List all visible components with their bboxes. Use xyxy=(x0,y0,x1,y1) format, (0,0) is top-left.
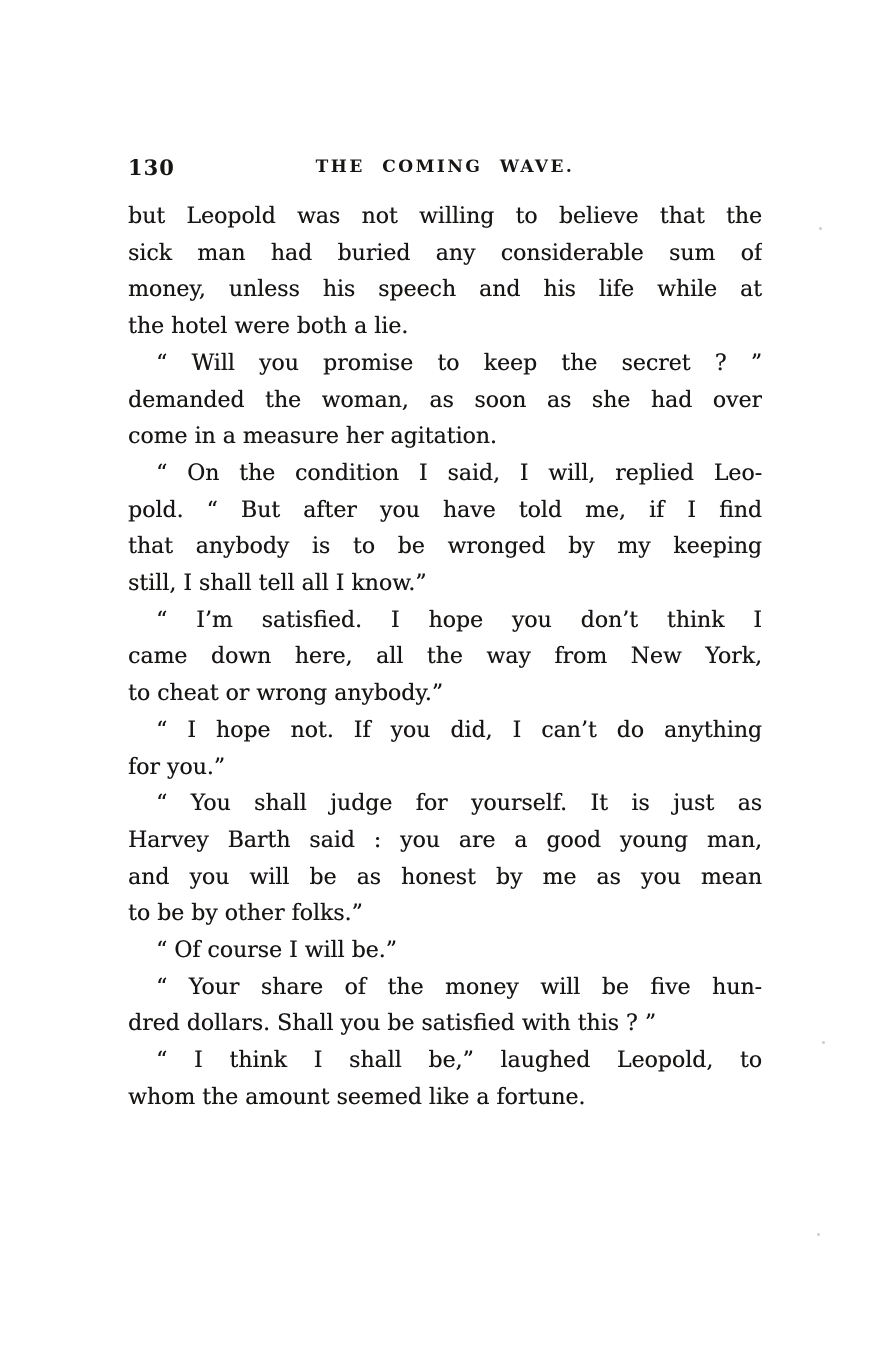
paragraph xyxy=(128,603,762,713)
scan-artifact xyxy=(817,1233,820,1236)
paragraph xyxy=(128,933,762,970)
paragraph xyxy=(128,199,762,346)
paragraph xyxy=(128,786,762,933)
scan-artifact xyxy=(819,227,822,230)
text-line: dred dollars. Shall you be satisfied with this ? ” xyxy=(128,1011,656,1037)
paragraph xyxy=(128,713,762,786)
paragraph xyxy=(128,346,762,456)
text-line: “ Your share of the money will be five hun- xyxy=(156,974,762,1000)
text-line: but Leopold was not willing to believe that the xyxy=(128,204,762,229)
scan-artifact xyxy=(822,1041,825,1044)
text-line: “ I hope not. If you did, I can’t do anything xyxy=(156,717,762,743)
page-header xyxy=(128,155,762,181)
paragraph xyxy=(128,1043,762,1116)
page-number: 130 xyxy=(128,155,175,180)
text-line: “ I’m satisfied. I hope you don’t think I xyxy=(156,607,762,633)
text-line: “ I think I shall be,” laughed Leopold, to xyxy=(156,1048,762,1074)
text-line: for you.” xyxy=(128,754,225,780)
text-line: Harvey Barth said : you are a good young man, xyxy=(128,827,762,853)
text-line: “ You shall judge for yourself. It is just as xyxy=(156,791,762,817)
text-line: sick man had buried any considerable sum of xyxy=(128,240,762,266)
text-line: whom the amount seemed like a fortune. xyxy=(128,1084,586,1110)
text-line: the hotel were both a lie. xyxy=(128,314,409,340)
text-line: demanded the woman, as soon as she had over xyxy=(128,387,762,413)
running-title: THE COMING WAVE. xyxy=(315,157,575,177)
text-line: to cheat or wrong anybody.” xyxy=(128,681,444,707)
text-line: pold. “ But after you have told me, if I find xyxy=(128,497,762,523)
text-line: “ On the condition I said, I will, replied Leo- xyxy=(156,460,762,486)
text-line: “ Of course I will be.” xyxy=(156,938,397,964)
text-line: came down here, all the way from New York, xyxy=(128,644,762,670)
text-block xyxy=(128,199,762,1117)
text-line: and you will be as honest by me as you mean xyxy=(128,864,762,890)
text-line: that anybody is to be wronged by my keeping xyxy=(128,534,762,560)
paragraph xyxy=(128,970,762,1043)
text-line: money, unless his speech and his life while at xyxy=(128,277,762,303)
paragraph xyxy=(128,456,762,603)
text-line: come in a measure her agitation. xyxy=(128,424,497,450)
text-line: still, I shall tell all I know.” xyxy=(128,571,427,597)
text-line: “ Will you promise to keep the secret ? ” xyxy=(156,350,762,376)
text-line: to be by other folks.” xyxy=(128,901,363,927)
